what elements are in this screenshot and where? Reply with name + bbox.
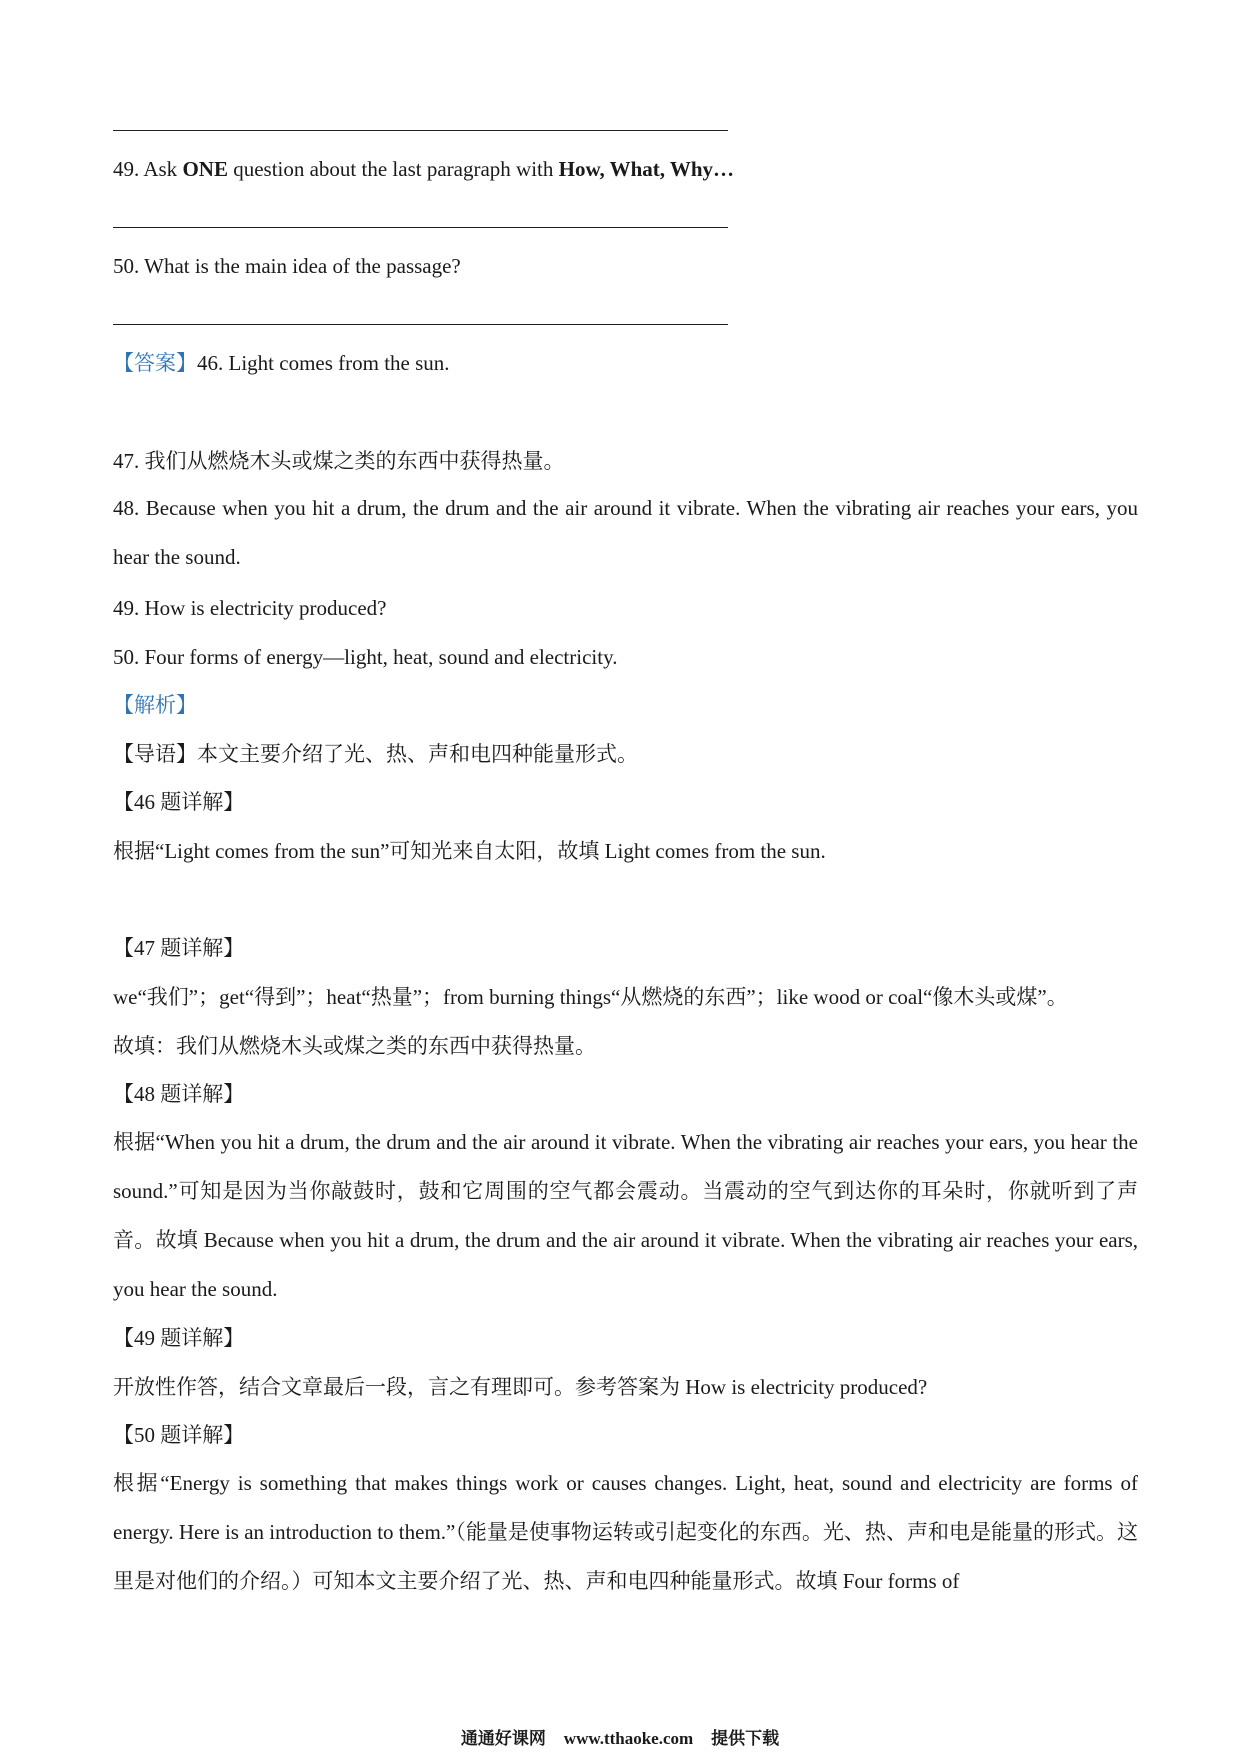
answer-label: 【答案】 xyxy=(113,351,197,375)
footer-url[interactable]: www.tthaoke.com xyxy=(563,1729,694,1748)
analysis-label: 【解析】 xyxy=(113,693,197,717)
detail-49-heading: 【49 题详解】 xyxy=(113,1326,245,1350)
analysis-intro: 【导语】本文主要介绍了光、热、声和电四种能量形式。 xyxy=(113,742,638,766)
answer-47: 47. 我们从燃烧木头或煤之类的东西中获得热量。 xyxy=(113,449,565,473)
question-49: 49. Ask ONE question about the last paragraph with How, What, Why… xyxy=(113,157,735,181)
answer-46: 46. Light comes from the sun. xyxy=(197,351,450,375)
answer-48: 48. Because when you hit a drum, the drum and the air around it vibrate. When the vibrating air reaches your ears, you hear the sound. xyxy=(113,496,1138,569)
answer-50: 50. Four forms of energy—light, heat, sound and electricity. xyxy=(113,645,618,669)
answer-46-line xyxy=(113,350,1133,376)
answer-49: 49. How is electricity produced? xyxy=(113,596,387,620)
detail-48-text: 根据“When you hit a drum, the drum and the air around it vibrate. When the vibrating air reaches your ears, you hear the sound.”可知是因为当你敲鼓时，鼓和它周围的空气都会震动。当震动的空气到达你的耳朵时，你就听到了声音。故填 Because when you hit a drum, the drum and the air around it vibrate. When the vibrating air reaches your ears, you hear the sound. xyxy=(113,1130,1138,1301)
detail-46-heading: 【46 题详解】 xyxy=(113,790,245,814)
detail-47-heading: 【47 题详解】 xyxy=(113,936,245,960)
answer-blank-line xyxy=(113,227,728,228)
footer-note: 提供下载 xyxy=(711,1729,780,1749)
page-footer xyxy=(0,1729,1240,1749)
detail-48-heading: 【48 题详解】 xyxy=(113,1082,245,1106)
detail-46-text: 根据“Light comes from the sun”可知光来自太阳，故填 Light comes from the sun. xyxy=(113,839,826,863)
detail-47-fill: 故填：我们从燃烧木头或煤之类的东西中获得热量。 xyxy=(113,1034,596,1058)
answer-blank-line xyxy=(113,130,728,131)
detail-47-text: we“我们”；get“得到”；heat“热量”；from burning things“从燃烧的东西”；like wood or coal“像木头或煤”。 xyxy=(113,985,1068,1009)
detail-50-heading: 【50 题详解】 xyxy=(113,1423,245,1447)
detail-50-text: 根据“Energy is something that makes things work or causes changes. Light, heat, sound and electricity are forms of energy. Here is an introduction to them.”（能量是使事物运转或引起变化的东西。光、热、声和电是能量的形式。这里是对他们的介绍。）可知本文主要介绍了光、热、声和电四种能量形式。故填 Four forms of xyxy=(113,1471,1138,1593)
question-50: 50. What is the main idea of the passage? xyxy=(113,254,461,278)
footer-site-name: 通通好课网 xyxy=(460,1729,546,1749)
answer-blank-line xyxy=(113,324,728,325)
detail-49-text: 开放性作答，结合文章最后一段，言之有理即可。参考答案为 How is electricity produced? xyxy=(113,1375,928,1399)
